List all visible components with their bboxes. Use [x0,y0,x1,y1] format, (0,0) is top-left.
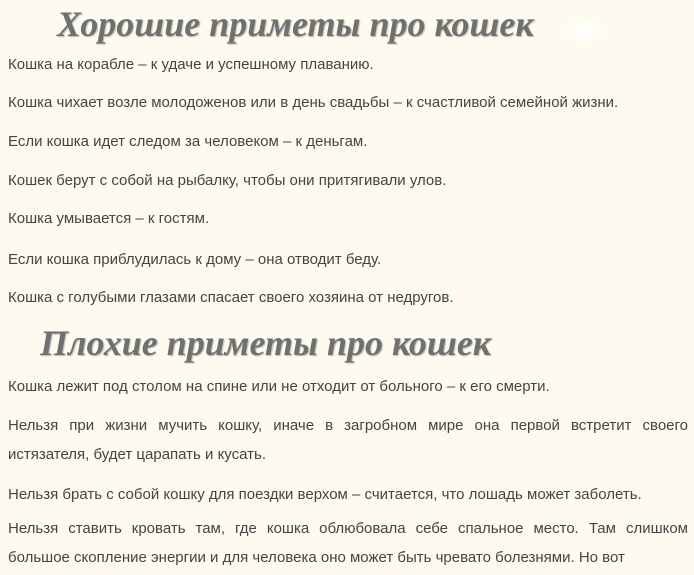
section-heading-bad-omens: Плохие приметы про кошек [40,323,492,363]
bad-omen-item: Нельзя ставить кровать там, где кошка облюбовала себе спальное место. Там слишком большое скопление энергии и для человека оно может быть чревато болезнями. Но вот [8,520,688,566]
good-omen-item: Кошка с голубыми глазами спасает своего хозяина от недругов. [8,289,454,306]
bad-omen-item: Нельзя при жизни мучить кошку, иначе в загробном мире она первой встретит своего истязателя, будет царапать и кусать. [8,417,688,463]
section-heading-good-omens: Хорошие приметы про кошек [57,4,534,44]
decorative-glow [560,18,610,44]
bad-omen-item: Кошка лежит под столом на спине или не отходит от больного – к его смерти. [8,378,550,395]
good-omen-item: Кошка умывается – к гостям. [8,210,210,227]
good-omen-item: Если кошка приблудилась к дому – она отводит беду. [8,251,382,268]
good-omen-item: Если кошка идет следом за человеком – к деньгам. [8,133,368,150]
bad-omen-item: Нельзя брать с собой кошку для поездки верхом – считается, что лошадь может заболеть. [8,486,642,503]
good-omen-item: Кошек берут с собой на рыбалку, чтобы они притягивали улов. [8,172,447,189]
good-omen-item: Кошка на корабле – к удаче и успешному плаванию. [8,56,374,73]
good-omen-item: Кошка чихает возле молодоженов или в день свадьбы – к счастливой семейной жизни. [8,94,619,111]
